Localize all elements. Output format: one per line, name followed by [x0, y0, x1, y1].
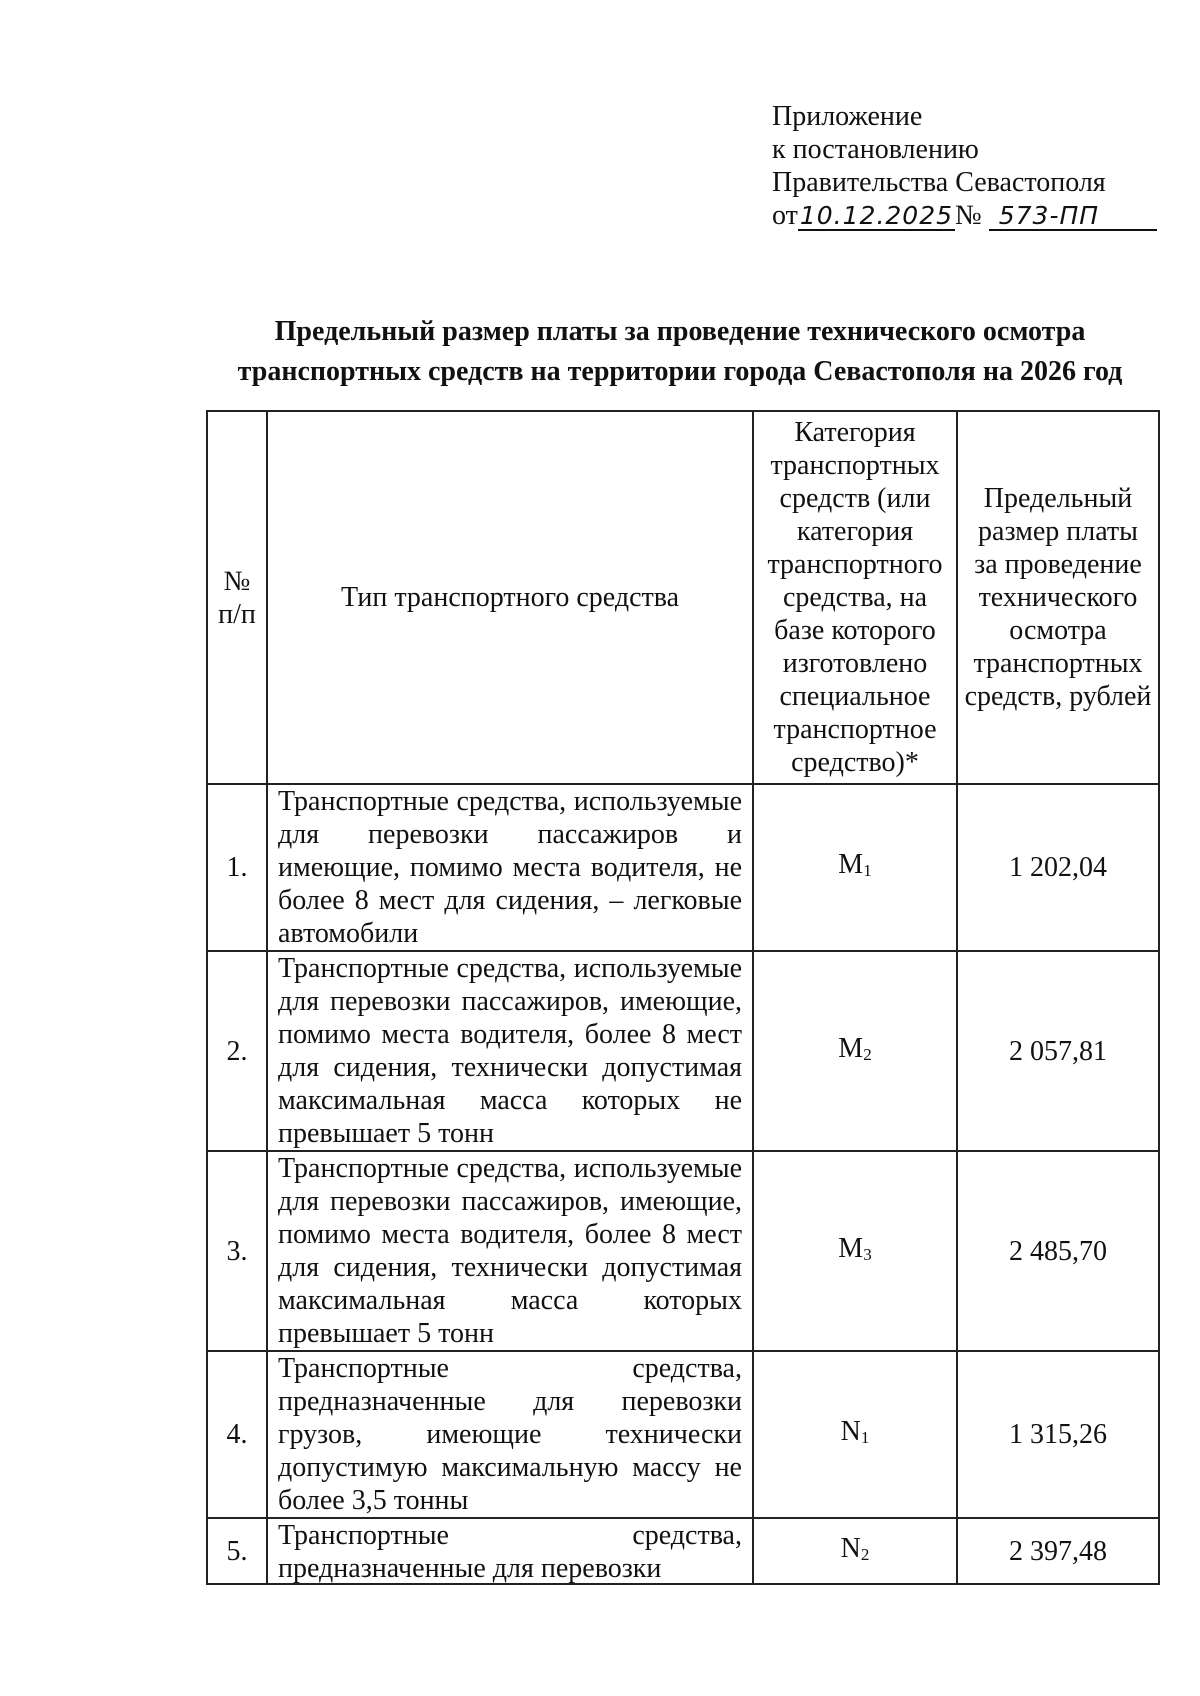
document-title-line-2: транспортных средств на территории города Севастополя на 2026 год: [237, 356, 1123, 387]
row-vehicle-type: Транспортные средства, используемые для перевозки пассажиров и имеющие, помимо места водителя, не более 8 мест для сидения, – легковые автомобили: [267, 784, 753, 951]
appendix-from-label: от: [772, 200, 798, 231]
row-category: $M_2$: [753, 951, 957, 1151]
document-title-line-1: Предельный размер платы за проведение технического осмотра: [274, 316, 1086, 347]
row-category: $M_1$: [753, 784, 957, 951]
appendix-date-number-line: [772, 199, 1157, 232]
table-header-row: [207, 411, 1159, 784]
appendix-number-label: №: [955, 200, 982, 231]
header-fee: Предельный размер платы за проведение технического осмотра транспортных средств, рублей: [957, 411, 1159, 784]
row-category: $N_2$: [753, 1518, 957, 1584]
row-fee: 1 315,26: [957, 1351, 1159, 1518]
row-category: $N_1$: [753, 1351, 957, 1518]
row-category: $M_3$: [753, 1151, 957, 1351]
header-number: № п/п: [207, 411, 267, 784]
row-vehicle-type: Транспортные средства, предназначенные для перевозки грузов, имеющие технически допустимую максимальную массу не более 3,5 тонны: [267, 1351, 753, 1518]
table-row: [207, 1518, 1159, 1584]
row-fee: 1 202,04: [957, 784, 1159, 951]
row-vehicle-type-text: Транспортные средства, предназначенные для перевозки: [278, 1520, 742, 1583]
row-number: 4.: [207, 1351, 267, 1518]
table-row: [207, 1351, 1159, 1518]
appendix-issuer: Правительства Севастополя: [772, 167, 1106, 198]
fee-table: [206, 410, 1160, 1585]
table-row: [207, 951, 1159, 1151]
row-vehicle-type: Транспортные средства, используемые для перевозки пассажиров, имеющие, помимо места водителя, более 8 мест для сидения, технически допустимая максимальная масса которых не превышает 5 тонн: [267, 951, 753, 1151]
row-fee: 2 397,48: [957, 1518, 1159, 1584]
header-vehicle-type: Тип транспортного средства: [267, 411, 753, 784]
appendix-block: [772, 100, 1157, 232]
header-category: Категория транспортных средств (или категория транспортного средства, на базе которого изготовлено специальное транспортное средство)*: [753, 411, 957, 784]
row-number: 3.: [207, 1151, 267, 1351]
table-row: [207, 784, 1159, 951]
document-title: [200, 312, 1160, 392]
handwritten-date: 10.12.2025: [799, 201, 954, 230]
table-row: [207, 1151, 1159, 1351]
row-number: 5.: [207, 1518, 267, 1584]
row-number: 2.: [207, 951, 267, 1151]
appendix-label: Приложение: [772, 101, 923, 132]
handwritten-number: 573-ПП: [989, 203, 1157, 231]
row-vehicle-type: [267, 1518, 753, 1584]
row-vehicle-type: Транспортные средства, используемые для перевозки пассажиров, имеющие, помимо места водителя, более 8 мест для сидения, технически допустимая максимальная масса которых превышает 5 тонн: [267, 1151, 753, 1351]
appendix-resolution-label: к постановлению: [772, 134, 979, 165]
row-fee: 2 485,70: [957, 1151, 1159, 1351]
row-fee: 2 057,81: [957, 951, 1159, 1151]
row-number: 1.: [207, 784, 267, 951]
